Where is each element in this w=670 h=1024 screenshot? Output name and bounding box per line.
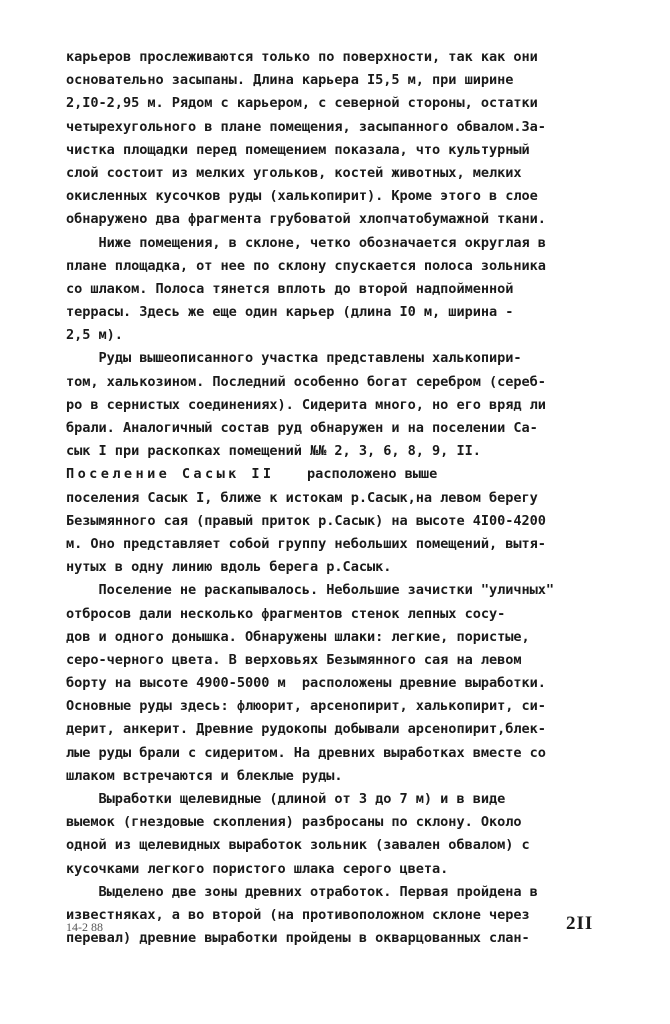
- text-line: четырехугольного в плане помещения, засыпанного обвалом.За-: [66, 118, 546, 135]
- text-line: слой состоит из мелких угольков, костей животных, мелких: [66, 164, 522, 181]
- text-line: известняках, а во второй (на противоположном склоне через: [66, 906, 530, 923]
- text-line: обнаружено два фрагмента грубоватой хлопчатобумажной ткани.: [66, 211, 546, 228]
- text-line: Поселение не раскапывалось. Небольшие зачистки "уличных": [66, 582, 555, 599]
- text-line: шлаком встречаются и блеклые руды.: [66, 767, 343, 784]
- text-line: одной из щелевидных выработок зольник (завален обвалом) с: [66, 837, 530, 854]
- text-line: сык I при раскопках помещений №№ 2, 3, 6, 8, 9, II.: [66, 443, 481, 460]
- section-heading-line: [66, 463, 614, 486]
- text-line: 2,5 м).: [66, 327, 123, 344]
- text-line: окисленных кусочков руды (халькопирит). Кроме этого в слое: [66, 188, 538, 205]
- text-line: поселения Сасык I, ближе к истокам р.Сасык,на левом берегу: [66, 489, 538, 506]
- text-line: Руды вышеописанного участка представлены халькопири-: [66, 350, 522, 367]
- page-number: 2II: [566, 913, 594, 934]
- text-line: серо-черного цвета. В верховьях Безымянного сая на левом: [66, 651, 522, 668]
- section-heading-continuation: расположено выше: [274, 466, 438, 483]
- text-line: м. Оно представляет собой группу небольших помещений, вытя-: [66, 535, 546, 552]
- text-line: перевал) древние выработки пройдены в окварцованных слан-: [66, 930, 530, 947]
- text-line: Основные руды здесь: флюорит, арсенопирит, халькопирит, си-: [66, 698, 546, 715]
- text-line: том, халькозином. Последний особенно богат серебром (сереб-: [66, 373, 546, 390]
- text-line: Ниже помещения, в склоне, четко обозначается округлая в: [66, 234, 546, 251]
- text-line: карьеров прослеживаются только по поверхности, так как они: [66, 49, 538, 65]
- text-line: дерит, анкерит. Древние рудокопы добывали арсенопирит,блек-: [66, 721, 546, 738]
- print-code: 14-2 88: [66, 920, 103, 934]
- section-heading: Поселение Сасык II: [66, 466, 275, 483]
- text-line: дов и одного донышка. Обнаружены шлаки: легкие, пористые,: [66, 628, 530, 645]
- text-line: Безымянного сая (правый приток р.Сасык) на высоте 4I00-4200: [66, 512, 546, 529]
- text-line: чистка площадки перед помещением показала, что культурный: [66, 141, 530, 158]
- text-line: Выработки щелевидные (длиной от 3 до 7 м) и в виде: [66, 791, 506, 807]
- text-line: плане площадка, от нее по склону спускается полоса зольника: [66, 257, 546, 274]
- text-line: отбросов дали несколько фрагментов стенок лепных сосу-: [66, 605, 506, 622]
- text-line: лые руды брали с сидеритом. На древних выработках вместе со: [66, 744, 546, 761]
- text-line: Выделено две зоны древних отработок. Первая пройдена в: [66, 883, 538, 900]
- text-line: кусочками легкого пористого шлака серого цвета.: [66, 860, 449, 877]
- text-line: борту на высоте 4900-5000 м расположены древние выработки.: [66, 675, 546, 692]
- text-line: со шлаком. Полоса тянется вплоть до второй надпойменной: [66, 280, 514, 297]
- text-line: брали. Аналогичный состав руд обнаружен и на поселении Са-: [66, 420, 538, 436]
- text-line: основательно засыпаны. Длина карьера I5,5 м, при ширине: [66, 72, 514, 89]
- text-line: террасы. Здесь же еще один карьер (длина I0 м, ширина -: [66, 304, 514, 321]
- text-line: выемок (гнездовые скопления) разбросаны по склону. Около: [66, 814, 522, 831]
- body-text: [66, 46, 614, 950]
- text-line: ро в сернистых соединениях). Сидерита много, но его вряд ли: [66, 396, 546, 413]
- text-line: 2,I0-2,95 м. Рядом с карьером, с северной стороны, остатки: [66, 95, 538, 112]
- text-line: нутых в одну линию вдоль берега р.Сасык.: [66, 559, 392, 576]
